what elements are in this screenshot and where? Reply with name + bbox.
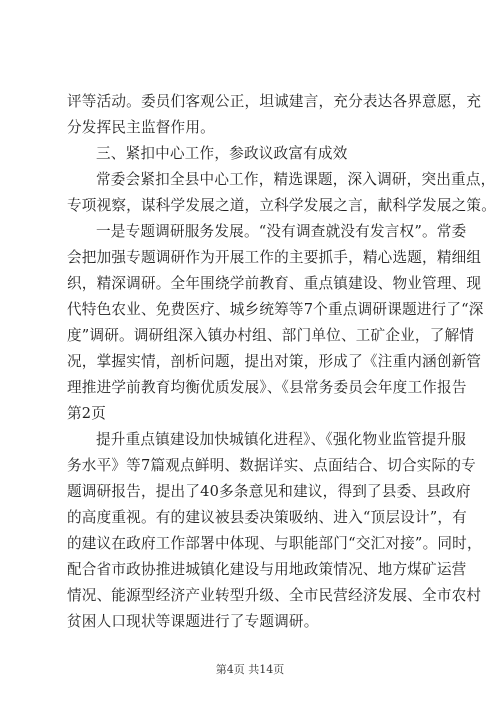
text-line: 配合省市政协推进城镇化建设与用地政策情况、地方煤矿运营 [67,561,467,578]
text-line: 提升重点镇建设加快城镇化进程》、《强化物业监管提升服 [96,431,467,448]
text-line: 的建议在政府工作部署中体现、与职能部门“交汇对接”。同时， [67,535,482,552]
section-heading: 三、紧扣中心工作，参政议政富有成效 [96,145,348,162]
text-line: 题调研报告，提出了40多条意见和建议，得到了县委、县政府 [67,483,471,500]
text-line: 贫困人口现状等课题进行了专题调研。 [67,613,319,630]
text-line: 会把加强专题调研作为开展工作的主要抓手，精心选题，精细组 [67,249,482,266]
text-line: 织，精深调研。全年围绕学前教育、重点镇建设、物业管理、现 [67,275,482,292]
text-line: 度”调研。调研组深入镇办村组、部门单位、工矿企业，了解情 [67,327,475,344]
text-line: 情况、能源型经济产业转型升级、全市民营经济发展、全市农村 [67,587,482,604]
text-line: 理推进学前教育均衡优质发展》、《县常务委员会年度工作报告 [67,379,467,396]
text-line: 专项视察，谋科学发展之道，立科学发展之言，献科学发展之策。 [67,197,497,214]
text-line: 况，掌握实情，剖析问题，提出对策，形成了《注重内涵创新管 [67,353,482,370]
text-line: 务水平》等7篇观点鲜明、数据详实、点面结合、切合实际的专 [67,457,476,474]
text-line: 分发挥民主监督作用。 [67,119,215,136]
page-footer: 第4页 共14页 [215,663,285,676]
text-line: 一是专题调研服务发展。“没有调查就没有发言权”。常委 [96,223,467,240]
text-line: 常委会紧扣全县中心工作，精选课题，深入调研，突出重点， [96,171,496,188]
text-line: 评等活动。委员们客观公正，坦诚建言，充分表达各界意愿，充 [67,93,482,110]
page-marker: 第2页 [67,405,107,422]
text-line: 的高度重视。有的建议被县委决策吸纳、进入“顶层设计”，有 [67,509,467,526]
text-line: 代特色农业、免费医疗、城乡统筹等7个重点调研课题进行了“深 [67,301,484,318]
